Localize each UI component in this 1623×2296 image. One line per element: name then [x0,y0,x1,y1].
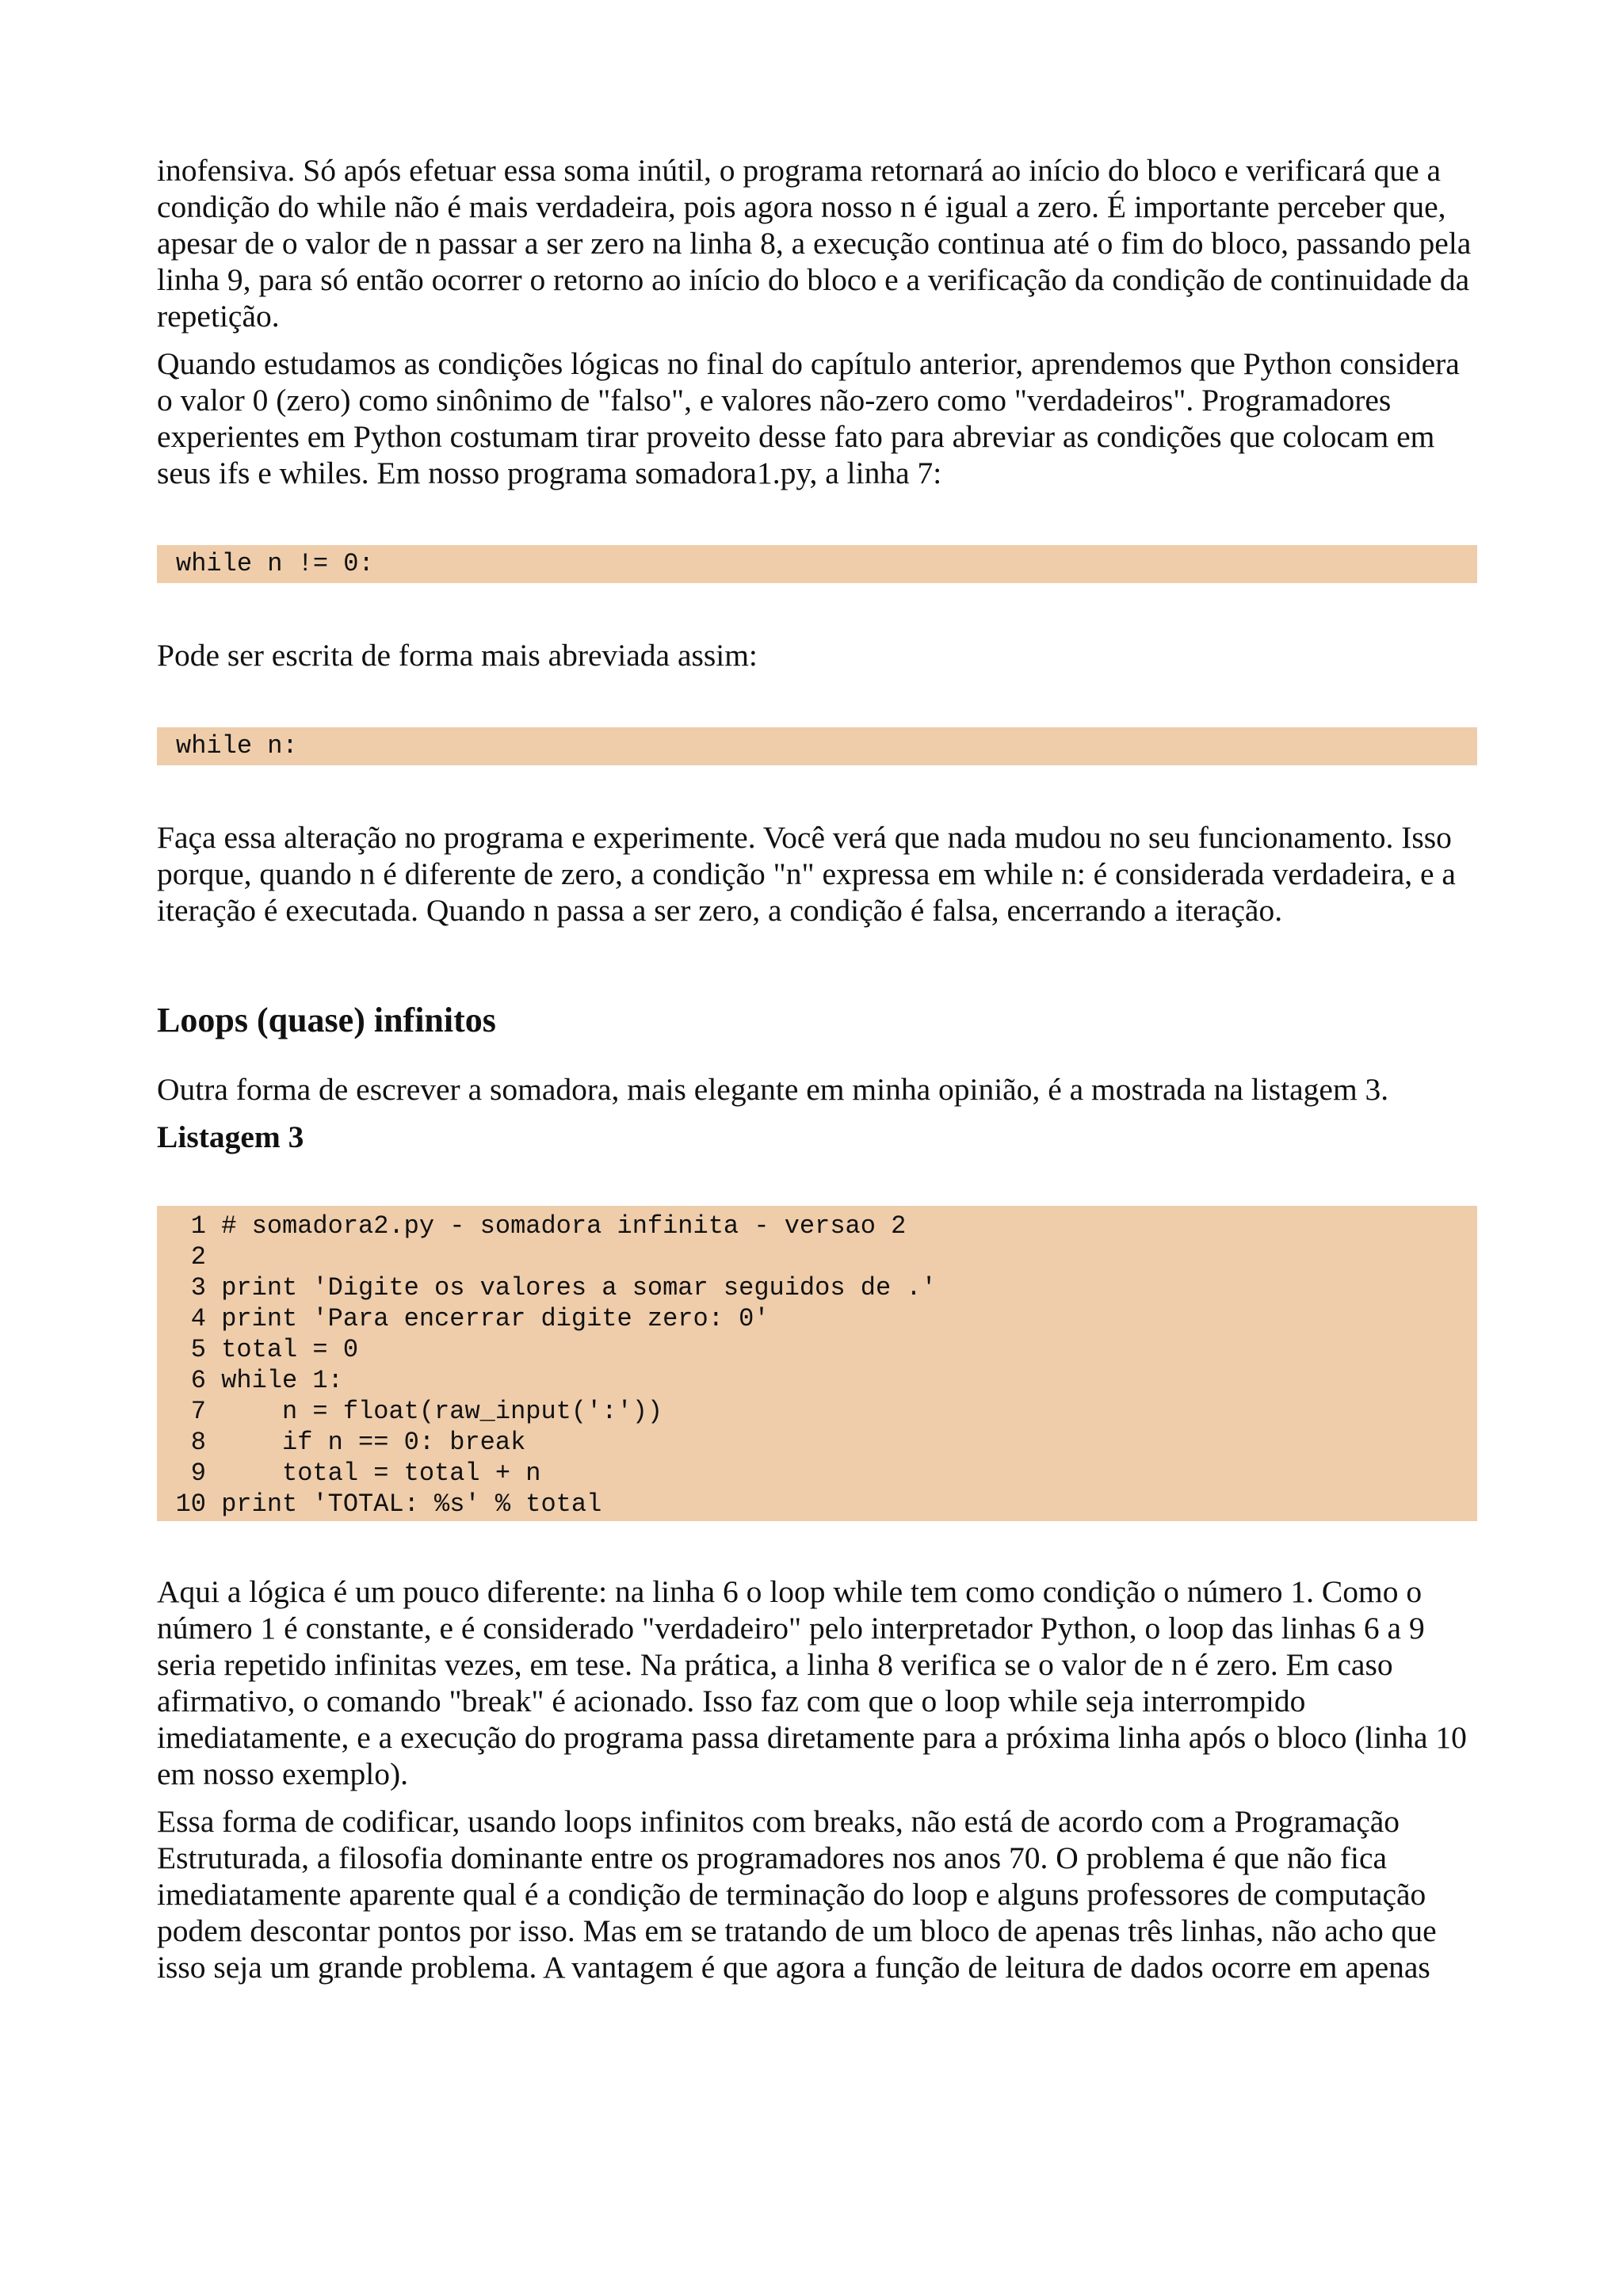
line-number: 6 [190,1366,206,1395]
paragraph-logic-different: Aqui a lógica é um pouco diferente: na linha 6 o loop while tem como condição o número 1. Como o número 1 é constante, e é considerado "verdadeiro" pelo interpretador Python, o loop das linhas 6 a 9 seria repetido infinitas vezes, em tese. Na prática, a linha 8 verifica se o valor de n é zero. Em caso afirmativo, o comando "break" é acionado. Isso faz com que o loop while seja interrompido imediatamente, e a execução do programa passa diretamente para a próxima linha após o bloco (linha 10 em nosso exemplo). [157,1574,1467,1791]
line-number: 5 [190,1335,206,1364]
code-line [174,1334,1477,1365]
code-line [174,1396,1477,1427]
code-block-while-n: while n: [157,727,1477,765]
paragraph-another-form: Outra forma de escrever a somadora, mais elegante em minha opinião, é a mostrada na listagem 3. [157,1072,1389,1107]
code-line [174,1303,1477,1334]
line-number: 8 [190,1428,206,1457]
code-text: if n == 0: break [206,1428,526,1457]
code-line [174,1458,1477,1489]
paragraph-loop-explanation: inofensiva. Só após efetuar essa soma inútil, o programa retornará ao início do bloco e verificará que a condição do while não é mais verdadeira, pois agora nosso n é igual a zero. É importante perceber que, apesar de o valor de n passar a ser zero na linha 8, a execução continua até o fim do bloco, passando pela linha 9, para só então ocorrer o retorno ao início do bloco e a verificação da condição de continuidade da repetição. [157,153,1472,334]
line-number: 4 [190,1304,206,1333]
paragraph-abbreviated: Pode ser escrita de forma mais abreviada assim: [157,638,758,673]
section-heading: Loops (quase) infinitos [157,1001,496,1039]
code-line [174,1427,1477,1458]
line-number: 3 [190,1273,206,1302]
code-line [174,1272,1477,1303]
code-text: # somadora2.py - somadora infinita - versao 2 [206,1211,907,1241]
code-line [174,1241,1477,1272]
code-text: while 1: [206,1366,343,1395]
code-text: total = total + n [206,1459,541,1488]
code-text: print 'Para encerrar digite zero: 0' [206,1304,769,1333]
line-number: 1 [190,1211,206,1241]
paragraph-logical-conditions: Quando estudamos as condições lógicas no final do capítulo anterior, aprendemos que Python considera o valor 0 (zero) como sinônimo de "falso", e valores não-zero como "verdadeiros". Programadores experientes em Python costumam tirar proveito desse fato para abreviar as condições que colocam em seus ifs e whiles. Em nosso programa somadora1.py, a linha 7: [157,346,1460,490]
code-line [174,1365,1477,1396]
line-number: 10 [175,1489,206,1519]
code-text: total = 0 [206,1335,359,1364]
listing-label: Listagem 3 [157,1119,304,1154]
line-number: 2 [190,1242,206,1272]
code-text: print 'Digite os valores a somar seguidos de .' [206,1273,937,1302]
code-listing-3 [157,1206,1477,1521]
code-text: n = float(raw_input(':')) [206,1397,663,1426]
code-line [174,1211,1477,1241]
paragraph-structured-programming: Essa forma de codificar, usando loops infinitos com breaks, não está de acordo com a Programação Estruturada, a filosofia dominante entre os programadores nos anos 70. O problema é que não fica imediatamente aparente qual é a condição de terminação do loop e alguns professores de computação podem descontar pontos por isso. Mas em se tratando de um bloco de apenas três linhas, não acho que isso seja um grande problema. A vantagem é que agora a função de leitura de dados ocorre em apenas [157,1804,1437,1985]
code-line [174,1489,1477,1520]
paragraph-try-change: Faça essa alteração no programa e experimente. Você verá que nada mudou no seu funcionamento. Isso porque, quando n é diferente de zero, a condição "n" expressa em while n: é considerada verdadeira, e a iteração é executada. Quando n passa a ser zero, a condição é falsa, encerrando a iteração. [157,820,1456,928]
code-block-while-not-zero: while n != 0: [157,545,1477,583]
code-text: print 'TOTAL: %s' % total [206,1489,602,1519]
line-number: 7 [190,1397,206,1426]
document-page [157,152,1477,1985]
line-number: 9 [190,1459,206,1488]
